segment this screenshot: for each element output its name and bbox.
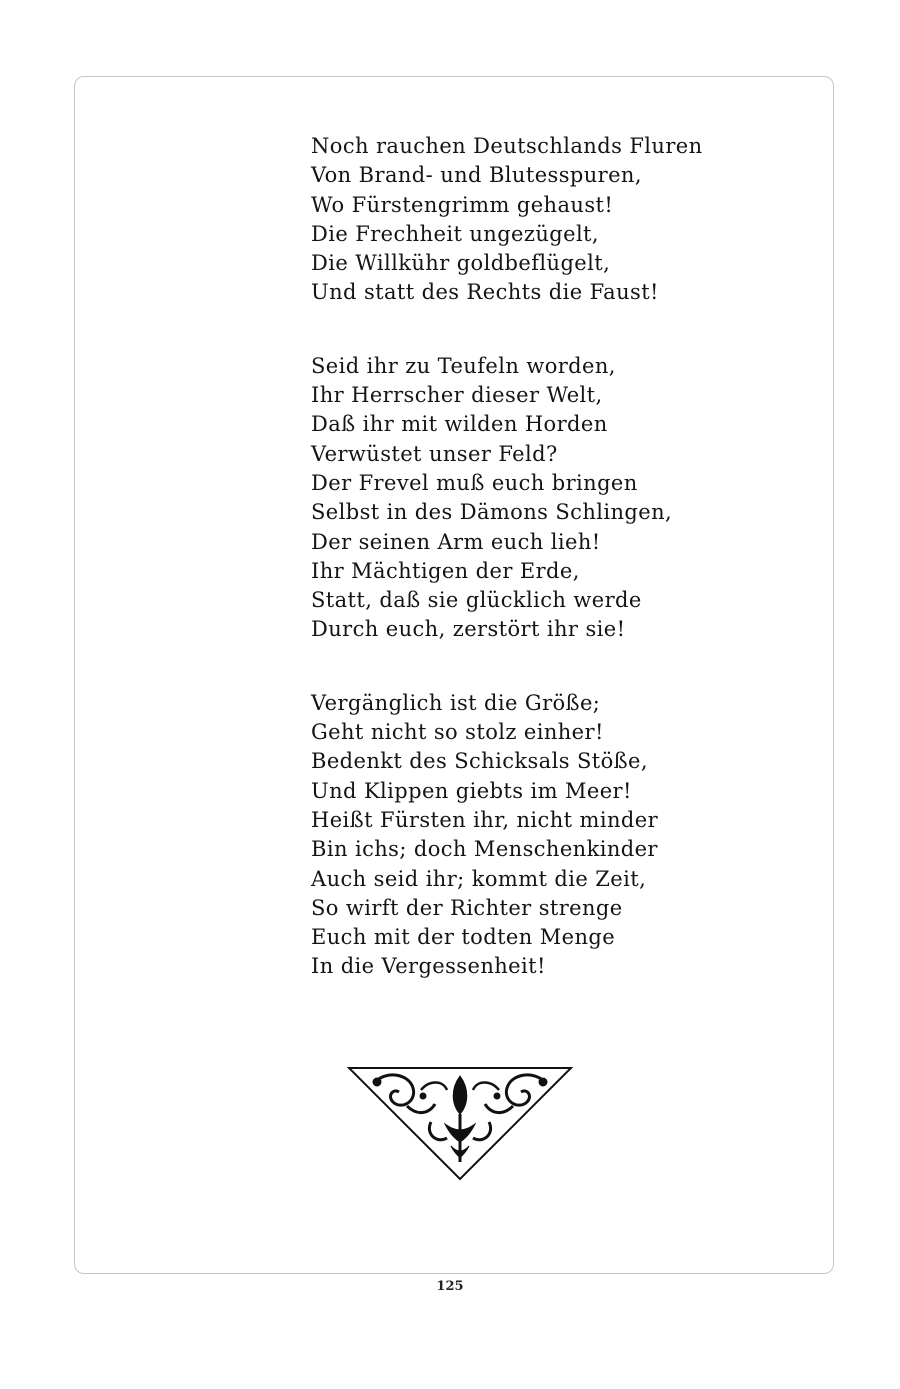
verse-line: Und statt des Rechts die Faust! — [311, 280, 659, 305]
verse-line: Bedenkt des Schicksals Stöße, — [311, 749, 648, 774]
verse-line: Noch rauchen Deutschlands Fluren — [311, 134, 703, 158]
verse-line: Vergänglich ist die Größe; — [311, 690, 601, 715]
verse-line: Selbst in des Dämons Schlingen, — [311, 500, 673, 525]
verse-line: Wo Fürstengrimm gehaust! — [311, 192, 614, 217]
verse-line: Daß ihr mit wilden Horden — [311, 412, 608, 437]
verse-line: Der seinen Arm euch lieh! — [311, 529, 601, 554]
verse-line: Ihr Herrscher dieser Welt, — [311, 383, 603, 408]
verse-line: Der Frevel muß euch bringen — [311, 470, 638, 495]
verse-line: Bin ichs; doch Menschenkinder — [311, 837, 658, 862]
verse-line: Die Frechheit ungezügelt, — [311, 221, 599, 246]
stanza-3 — [311, 689, 731, 982]
poem — [311, 132, 731, 1026]
verse-line: So wirft der Richter strenge — [311, 895, 623, 920]
stanza-1 — [311, 132, 731, 308]
verse-line: Durch euch, zerstört ihr sie! — [311, 617, 626, 642]
verse-line: Statt, daß sie glücklich werde — [311, 588, 642, 613]
verse-line: Geht nicht so stolz einher! — [311, 720, 604, 745]
verse-line: Die Willkühr goldbeflügelt, — [311, 251, 611, 276]
verse-line: In die Vergessenheit! — [311, 954, 546, 979]
floral-vignette-icon — [347, 1066, 573, 1182]
page-number: 125 — [436, 1279, 464, 1294]
verse-line: Seid ihr zu Teufeln worden, — [311, 353, 616, 378]
stanza-2 — [311, 352, 731, 645]
verse-line: Ihr Mächtigen der Erde, — [311, 558, 580, 583]
verse-line: Von Brand- und Blutesspuren, — [311, 163, 642, 188]
verse-line: Heißt Fürsten ihr, nicht minder — [311, 807, 659, 832]
verse-line: Euch mit der todten Menge — [311, 925, 616, 950]
verse-line: Verwüstet unser Feld? — [311, 441, 558, 466]
verse-line: Und Klippen giebts im Meer! — [311, 778, 632, 803]
verse-line: Auch seid ihr; kommt die Zeit, — [311, 866, 647, 891]
